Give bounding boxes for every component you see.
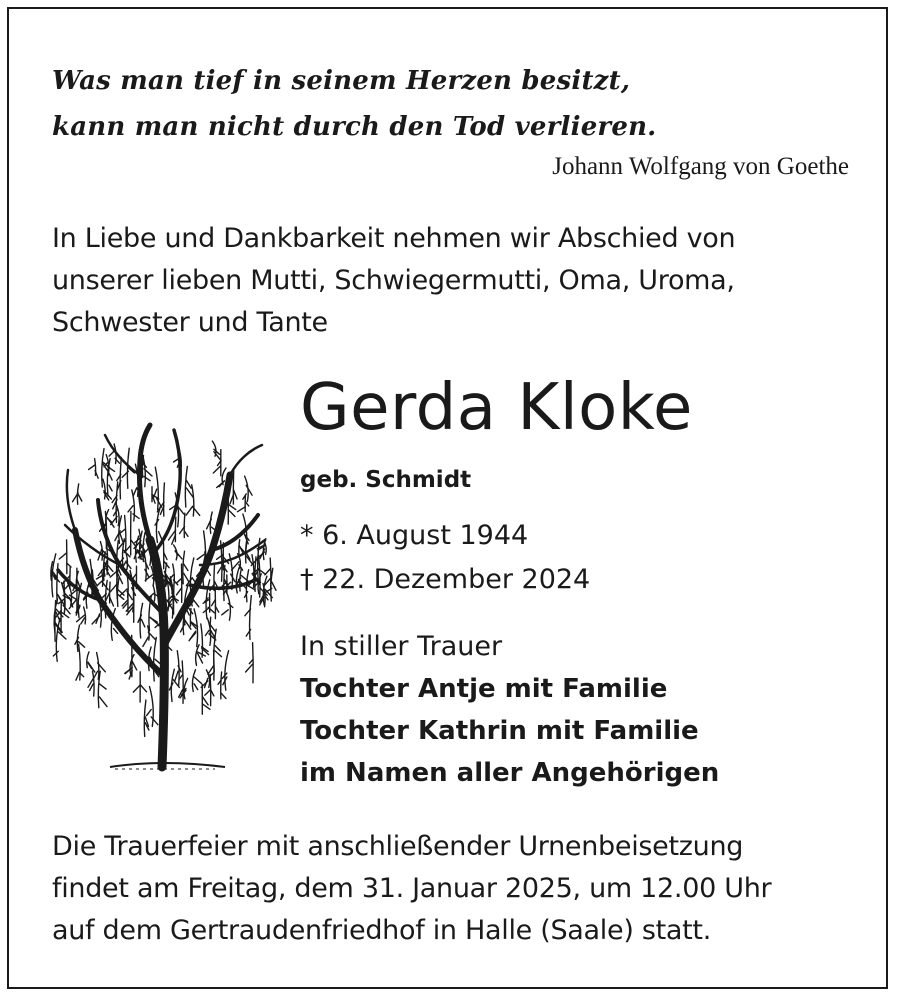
funeral-line-3: auf dem Gertraudenfriedhof in Halle (Saale) statt. (52, 915, 711, 946)
deceased-name: Gerda Kloke (300, 371, 693, 445)
intro-line-1: In Liebe und Dankbarkeit nehmen wir Abschied von (52, 223, 736, 254)
mourning-intro: In stiller Trauer (300, 631, 503, 662)
quote-author: Johann Wolfgang von Goethe (552, 153, 849, 180)
death-date: † 22. Dezember 2024 (300, 564, 591, 595)
mourner-line-1: Tochter Antje mit Familie (300, 674, 668, 704)
weeping-willow-tree-icon (40, 415, 285, 775)
funeral-line-2: findet am Freitag, dem 31. Januar 2025, um 12.00 Uhr (52, 873, 772, 904)
quote (52, 58, 656, 150)
intro-line-3: Schwester und Tante (52, 307, 328, 338)
quote-line-2: kann man nicht durch den Tod verlieren. (52, 112, 657, 142)
maiden-name: geb. Schmidt (300, 467, 472, 493)
intro-text (52, 218, 735, 344)
birth-date: * 6. August 1944 (300, 520, 529, 551)
mourners-list (300, 668, 719, 794)
mourner-line-2: Tochter Kathrin mit Familie (300, 716, 699, 746)
quote-line-1: Was man tief in seinem Herzen besitzt, (52, 66, 631, 96)
mourner-line-3: im Namen aller Angehörigen (300, 758, 720, 788)
life-dates (300, 514, 590, 602)
funeral-details (52, 826, 771, 952)
funeral-line-1: Die Trauerfeier mit anschließender Urnenbeisetzung (52, 831, 744, 862)
intro-line-2: unserer lieben Mutti, Schwiegermutti, Oma, Uroma, (52, 265, 735, 296)
